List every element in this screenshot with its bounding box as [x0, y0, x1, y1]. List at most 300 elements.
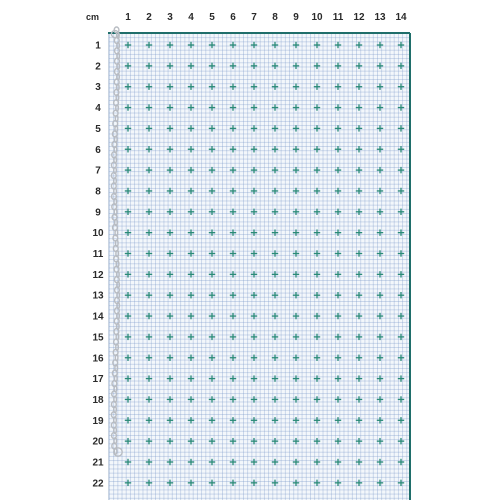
cross-marker: [209, 42, 215, 48]
cross-marker: [251, 188, 257, 194]
cross-marker: [335, 313, 341, 319]
cross-marker: [398, 459, 404, 465]
left-ruler-label: 6: [95, 144, 101, 156]
top-ruler-label: 12: [353, 12, 365, 23]
cross-marker: [377, 459, 383, 465]
cross-marker: [293, 63, 299, 69]
cross-marker: [230, 229, 236, 235]
cross-marker: [146, 250, 152, 256]
top-ruler-label: 4: [188, 12, 194, 23]
cross-marker: [356, 146, 362, 152]
cross-marker: [398, 250, 404, 256]
cross-marker: [167, 146, 173, 152]
cross-marker: [377, 146, 383, 152]
cross-marker: [272, 104, 278, 110]
cross-marker: [188, 42, 194, 48]
cross-marker: [146, 188, 152, 194]
cross-marker: [272, 125, 278, 131]
cross-marker: [398, 375, 404, 381]
cross-marker: [356, 355, 362, 361]
cross-marker: [251, 146, 257, 152]
cross-marker: [125, 334, 131, 340]
left-ruler-label: 3: [95, 82, 101, 94]
cross-marker: [398, 229, 404, 235]
cross-marker: [251, 292, 257, 298]
cross-marker: [125, 167, 131, 173]
cross-marker: [188, 146, 194, 152]
cross-marker: [230, 271, 236, 277]
cross-marker: [377, 396, 383, 402]
cross-marker: [167, 396, 173, 402]
cross-marker: [335, 146, 341, 152]
cross-marker: [272, 480, 278, 486]
cross-marker: [293, 375, 299, 381]
cross-marker: [314, 375, 320, 381]
cross-marker: [314, 63, 320, 69]
cross-marker: [209, 250, 215, 256]
cross-marker: [356, 167, 362, 173]
left-ruler-label: 10: [92, 228, 104, 240]
cross-marker: [356, 271, 362, 277]
cross-marker: [167, 209, 173, 215]
cross-marker: [293, 146, 299, 152]
cross-marker: [146, 125, 152, 131]
top-ruler-label: 3: [167, 12, 173, 23]
cross-marker: [167, 125, 173, 131]
cross-marker: [356, 188, 362, 194]
cross-marker: [251, 396, 257, 402]
cross-marker: [167, 355, 173, 361]
cross-marker: [125, 417, 131, 423]
cross-marker: [251, 250, 257, 256]
cross-marker: [356, 438, 362, 444]
cross-marker: [209, 459, 215, 465]
cross-marker: [314, 438, 320, 444]
cross-marker: [377, 63, 383, 69]
cross-marker: [230, 459, 236, 465]
cross-marker: [398, 396, 404, 402]
top-ruler: [125, 12, 407, 23]
cross-marker: [146, 84, 152, 90]
cross-marker: [377, 104, 383, 110]
cross-marker: [188, 188, 194, 194]
cross-marker: [251, 125, 257, 131]
cross-marker: [314, 104, 320, 110]
chain-icon: [111, 27, 122, 456]
cross-marker: [314, 334, 320, 340]
cross-marker: [398, 355, 404, 361]
cross-marker: [314, 313, 320, 319]
cross-marker: [356, 375, 362, 381]
left-ruler-label: 8: [95, 186, 101, 198]
cross-marker: [188, 375, 194, 381]
cross-marker: [125, 459, 131, 465]
cross-marker: [398, 146, 404, 152]
left-ruler-label: 5: [95, 123, 101, 135]
cross-marker: [125, 396, 131, 402]
cross-marker: [377, 438, 383, 444]
cross-marker: [146, 396, 152, 402]
cross-marker: [314, 396, 320, 402]
cross-marker: [209, 396, 215, 402]
cross-marker: [314, 271, 320, 277]
cross-marker: [251, 459, 257, 465]
cross-marker: [230, 313, 236, 319]
top-ruler-label: 10: [311, 12, 323, 23]
cross-marker: [188, 229, 194, 235]
cross-marker: [230, 292, 236, 298]
cross-marker: [293, 125, 299, 131]
cross-marker: [335, 104, 341, 110]
cross-marker: [230, 104, 236, 110]
cross-marker: [125, 313, 131, 319]
cross-marker: [398, 188, 404, 194]
left-ruler-label: 2: [95, 61, 101, 73]
cross-marker: [251, 84, 257, 90]
cross-marker: [377, 334, 383, 340]
cross-marker: [314, 480, 320, 486]
cross-marker: [188, 334, 194, 340]
cross-marker: [146, 209, 152, 215]
cross-marker: [272, 375, 278, 381]
cross-marker: [377, 125, 383, 131]
cross-marker: [377, 188, 383, 194]
cross-marker: [209, 229, 215, 235]
cross-marker: [356, 313, 362, 319]
cross-marker: [314, 355, 320, 361]
cross-marker: [167, 42, 173, 48]
cross-marker: [125, 229, 131, 235]
cross-marker: [209, 438, 215, 444]
cross-marker: [146, 480, 152, 486]
left-ruler-label: 17: [92, 374, 104, 386]
cross-marker: [398, 63, 404, 69]
cross-marker: [398, 271, 404, 277]
cross-marker: [251, 167, 257, 173]
cross-marker: [188, 125, 194, 131]
cross-marker: [377, 167, 383, 173]
left-ruler-label: 20: [92, 436, 104, 448]
cross-marker: [293, 396, 299, 402]
cross-marker: [293, 42, 299, 48]
cross-marker: [377, 229, 383, 235]
cross-marker: [272, 396, 278, 402]
cross-marker: [356, 209, 362, 215]
cross-marker: [167, 63, 173, 69]
cross-marker: [146, 459, 152, 465]
chain-clasp: [114, 448, 122, 456]
cross-marker: [272, 313, 278, 319]
cross-marker: [398, 480, 404, 486]
cross-marker: [272, 84, 278, 90]
cross-marker: [293, 188, 299, 194]
cross-marker: [188, 250, 194, 256]
cross-marker: [335, 188, 341, 194]
cross-marker: [251, 63, 257, 69]
cross-marker: [356, 250, 362, 256]
cross-marker: [167, 167, 173, 173]
cross-marker: [398, 84, 404, 90]
cross-marker: [377, 250, 383, 256]
cross-marker: [335, 355, 341, 361]
cross-marker: [293, 292, 299, 298]
cross-marker: [167, 334, 173, 340]
cross-marker: [377, 271, 383, 277]
top-ruler-label: 8: [272, 12, 278, 23]
cross-marker: [398, 42, 404, 48]
cross-marker: [251, 229, 257, 235]
cross-marker: [335, 84, 341, 90]
top-ruler-label: 2: [146, 12, 152, 23]
cross-marker: [356, 334, 362, 340]
top-ruler-label: 1: [125, 12, 131, 23]
cross-marker: [377, 375, 383, 381]
cross-marker: [293, 438, 299, 444]
cross-marker: [293, 84, 299, 90]
cross-marker: [167, 417, 173, 423]
left-ruler-label: 14: [92, 311, 104, 323]
cross-marker: [293, 229, 299, 235]
cross-marker: [398, 334, 404, 340]
cross-marker: [314, 459, 320, 465]
cross-marker: [146, 104, 152, 110]
cross-marker: [209, 104, 215, 110]
cross-marker: [335, 271, 341, 277]
cross-marker: [293, 313, 299, 319]
cross-marker: [146, 438, 152, 444]
cross-marker: [251, 355, 257, 361]
cross-marker: [146, 63, 152, 69]
cross-marker: [314, 417, 320, 423]
cross-marker: [314, 209, 320, 215]
cross-marker: [188, 63, 194, 69]
cross-marker: [230, 167, 236, 173]
left-ruler-label: 11: [92, 249, 104, 260]
cross-marker: [188, 167, 194, 173]
cross-marker: [230, 396, 236, 402]
cross-marker: [272, 63, 278, 69]
cross-marker: [230, 480, 236, 486]
cross-marker: [293, 209, 299, 215]
cross-marker: [356, 63, 362, 69]
cross-marker: [314, 292, 320, 298]
top-ruler-label: 13: [374, 12, 386, 23]
cross-marker: [230, 375, 236, 381]
cross-marker: [335, 334, 341, 340]
cross-marker: [356, 84, 362, 90]
cross-marker: [230, 334, 236, 340]
cross-marker: [209, 209, 215, 215]
cross-marker: [167, 229, 173, 235]
cross-marker: [167, 375, 173, 381]
cross-marker: [188, 292, 194, 298]
cross-marker: [272, 438, 278, 444]
cross-marker: [251, 271, 257, 277]
cross-marker: [398, 417, 404, 423]
cross-marker: [146, 292, 152, 298]
cross-marker: [335, 480, 341, 486]
cross-marker: [230, 42, 236, 48]
cross-marker: [146, 375, 152, 381]
cross-marker: [230, 250, 236, 256]
cross-marker: [356, 125, 362, 131]
left-ruler-label: 12: [92, 269, 104, 281]
cross-marker: [377, 42, 383, 48]
cross-marker: [146, 271, 152, 277]
cross-marker: [272, 334, 278, 340]
cross-marker: [230, 125, 236, 131]
cross-marker: [167, 313, 173, 319]
top-ruler-label: 7: [251, 12, 257, 23]
cross-marker: [209, 146, 215, 152]
cross-marker: [335, 209, 341, 215]
left-ruler-label: 7: [95, 165, 101, 177]
cross-marker: [293, 104, 299, 110]
cross-marker: [209, 334, 215, 340]
cross-marker: [167, 104, 173, 110]
cross-marker: [146, 167, 152, 173]
cross-marker: [314, 229, 320, 235]
cross-marker: [146, 313, 152, 319]
left-ruler-label: 1: [95, 40, 101, 52]
cross-marker: [356, 459, 362, 465]
cross-marker: [188, 84, 194, 90]
left-ruler-label: 13: [92, 290, 104, 302]
left-ruler-label: 16: [92, 353, 104, 365]
cross-markers: [125, 42, 404, 486]
cross-marker: [125, 188, 131, 194]
cross-marker: [314, 188, 320, 194]
cross-marker: [272, 209, 278, 215]
cross-marker: [125, 125, 131, 131]
cross-marker: [335, 396, 341, 402]
left-ruler-label: 9: [95, 207, 101, 219]
cross-marker: [251, 334, 257, 340]
cross-marker: [377, 313, 383, 319]
cross-marker: [125, 250, 131, 256]
cross-marker: [293, 355, 299, 361]
cross-marker: [188, 271, 194, 277]
cross-marker: [146, 334, 152, 340]
cross-marker: [188, 438, 194, 444]
cross-marker: [125, 355, 131, 361]
cross-marker: [167, 250, 173, 256]
cross-marker: [314, 125, 320, 131]
cross-marker: [272, 146, 278, 152]
cross-marker: [125, 438, 131, 444]
cross-marker: [398, 313, 404, 319]
cross-marker: [251, 104, 257, 110]
cross-marker: [209, 188, 215, 194]
cross-marker: [167, 480, 173, 486]
cross-marker: [230, 209, 236, 215]
top-ruler-label: 6: [230, 12, 236, 23]
unit-label: cm: [86, 12, 100, 22]
cross-marker: [377, 480, 383, 486]
cross-marker: [125, 480, 131, 486]
cross-marker: [272, 250, 278, 256]
cross-marker: [398, 209, 404, 215]
cross-marker: [377, 355, 383, 361]
cross-marker: [209, 167, 215, 173]
cross-marker: [125, 292, 131, 298]
cross-marker: [398, 104, 404, 110]
cross-marker: [377, 84, 383, 90]
cross-marker: [209, 84, 215, 90]
cross-marker: [230, 63, 236, 69]
cross-marker: [188, 417, 194, 423]
cross-marker: [356, 42, 362, 48]
cross-marker: [272, 417, 278, 423]
cross-marker: [356, 417, 362, 423]
cross-marker: [125, 84, 131, 90]
left-ruler: [92, 41, 104, 490]
cross-marker: [293, 480, 299, 486]
cross-marker: [188, 209, 194, 215]
cross-marker: [356, 396, 362, 402]
cross-marker: [251, 375, 257, 381]
cross-marker: [377, 209, 383, 215]
cross-marker: [335, 292, 341, 298]
cross-marker: [272, 188, 278, 194]
cross-marker: [209, 375, 215, 381]
cross-marker: [335, 438, 341, 444]
cross-marker: [209, 313, 215, 319]
cross-marker: [272, 229, 278, 235]
cross-marker: [377, 417, 383, 423]
cross-marker: [272, 167, 278, 173]
cross-marker: [398, 125, 404, 131]
cross-marker: [209, 417, 215, 423]
cross-marker: [356, 480, 362, 486]
cross-marker: [356, 229, 362, 235]
cross-marker: [335, 375, 341, 381]
cross-marker: [272, 292, 278, 298]
cross-marker: [398, 167, 404, 173]
cross-marker: [398, 292, 404, 298]
top-ruler-label: 5: [209, 12, 215, 23]
cross-marker: [167, 271, 173, 277]
cross-marker: [335, 63, 341, 69]
cross-marker: [146, 417, 152, 423]
cross-marker: [335, 167, 341, 173]
cross-marker: [251, 417, 257, 423]
cross-marker: [167, 84, 173, 90]
cross-marker: [188, 396, 194, 402]
cross-marker: [335, 250, 341, 256]
cross-marker: [251, 209, 257, 215]
cross-marker: [251, 313, 257, 319]
cross-marker: [314, 42, 320, 48]
left-ruler-label: 15: [92, 332, 104, 344]
cross-marker: [146, 355, 152, 361]
cross-marker: [188, 480, 194, 486]
cross-marker: [209, 355, 215, 361]
top-ruler-label: 14: [395, 12, 407, 23]
left-ruler-label: 19: [92, 415, 104, 427]
cross-marker: [293, 167, 299, 173]
cross-marker: [125, 63, 131, 69]
cross-marker: [209, 63, 215, 69]
left-ruler-label: 22: [92, 478, 104, 490]
cross-marker: [314, 250, 320, 256]
cross-marker: [188, 313, 194, 319]
cross-marker: [125, 42, 131, 48]
cross-marker: [314, 167, 320, 173]
cross-marker: [356, 104, 362, 110]
cross-marker: [146, 229, 152, 235]
cross-marker: [293, 334, 299, 340]
